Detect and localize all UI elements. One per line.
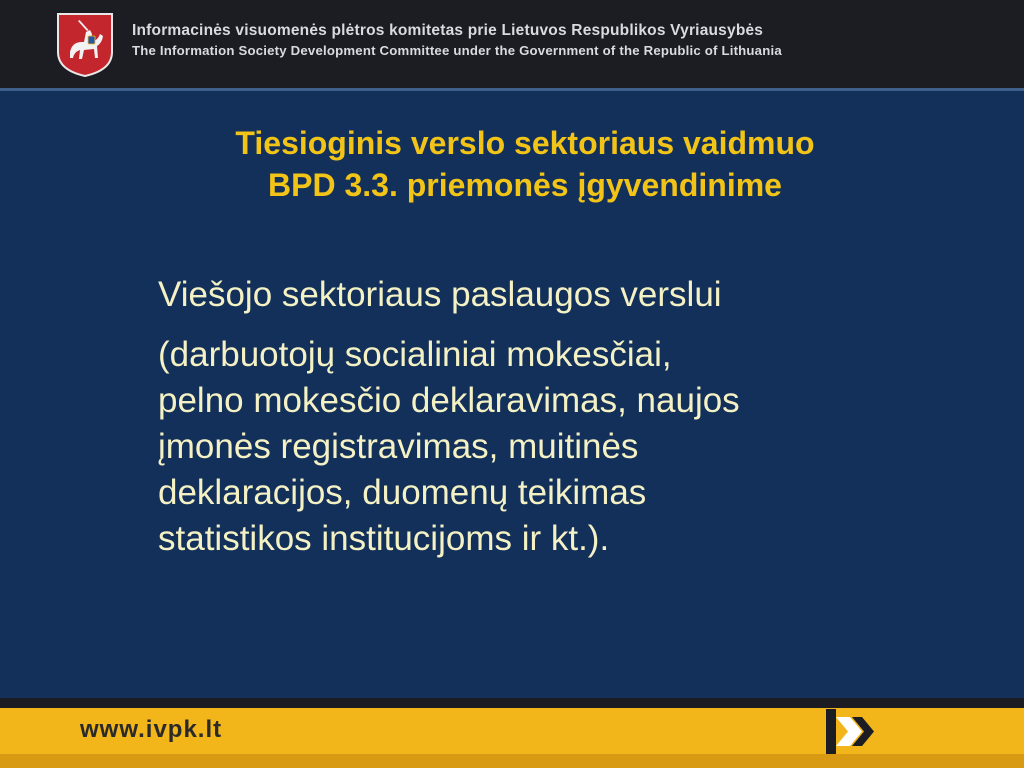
body-paragraph-services: Viešojo sektoriaus paslaugos verslui [158,275,722,314]
organization-name-lt: Informacinės visuomenės plėtros komitetas prie Lietuvos Respublikos Vyriausybės [132,22,764,39]
body-line: deklaracijos, duomenų teikimas [158,473,647,512]
footer-band-edge [0,754,1024,768]
footer-url-link[interactable]: www.ivpk.lt [80,716,223,743]
body-paragraph-details [158,332,958,562]
header-divider [0,88,1024,91]
organization-name-en: The Information Society Development Committee under the Government of the Republic of Lithuania [132,43,782,58]
header-band [0,0,1024,90]
body-line: (darbuotojų socialiniai mokesčiai, [158,335,672,374]
body-line: statistikos institucijoms ir kt.). [158,519,610,558]
slide-body [158,272,958,562]
footer-dark-strip [0,698,1024,708]
body-line: įmonės registravimas, muitinės [158,427,639,466]
slide-title [60,122,990,206]
body-line: pelno mokesčio deklaravimas, naujos [158,381,740,420]
slide-title-line: Tiesioginis verslo sektoriaus vaidmuo [235,125,815,161]
slide-title-line: BPD 3.3. priemonės įgyvendinime [268,167,782,203]
coat-of-arms-vytis-icon [56,12,114,78]
double-arrow-right-icon [826,709,882,754]
